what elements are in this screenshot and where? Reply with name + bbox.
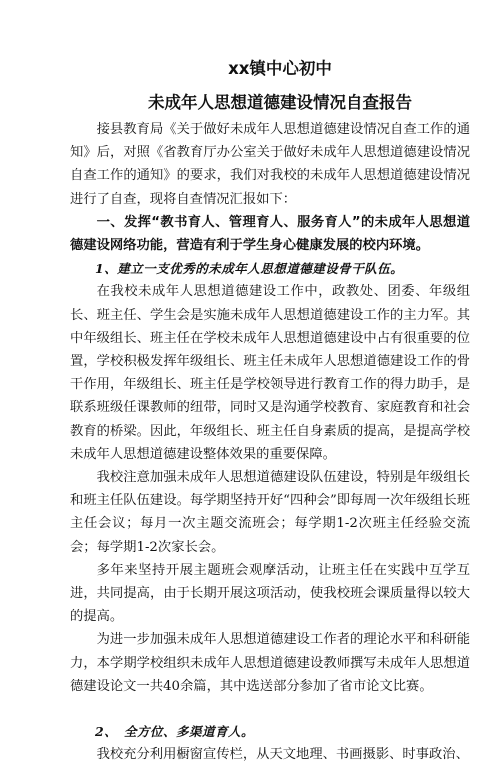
section-1-heading: 一、发挥“教书育人、管理育人、服务育人”的未成年人思想道德建设网络功能，营造有利于学生身心健康发展的校内环境。	[70, 214, 470, 254]
subsection-1-heading: 1、建立一支优秀的未成年人思想道德建设骨干队伍。	[95, 261, 404, 277]
paragraph-team-building: 我校注意加强未成年人思想道德建设队伍建设，特别是年级组长和班主任队伍建设。每学期坚持开好“四种会”即每周一次年级组长班主任会议；每月一次主题交流班会；每学期1-2次班主任经验交流会；每学期1-2次家长会。	[70, 470, 470, 555]
intro-paragraph: 接县教育局《关于做好未成年人思想道德建设情况自查工作的通知》后，对照《省教育厅办公室关于做好未成年人思想道德建设情况自查工作的通知》的要求，我们对我校的未成年人思想道德建设情况进行了自查，现将自查情况汇报如下：	[70, 122, 470, 207]
subsection-2-heading: 2、 全方位、多渠道育人。	[95, 724, 254, 740]
paragraph-channels: 我校充分利用橱窗宣传栏，从天文地理、书画摄影、时事政治、	[96, 747, 469, 763]
spacer	[70, 698, 470, 718]
paragraph-research: 为进一步加强未成年人思想道德建设工作者的理论水平和科研能力，本学期学校组织未成年人思想道德建设教师撰写未成年人思想道德建设论文一共40余篇，其中选送部分参加了省市论文比赛。	[70, 632, 470, 694]
report-title: 未成年人思想道德建设情况自查报告	[148, 93, 412, 112]
paragraph-team-role: 在我校未成年人思想道德建设工作中，政教处、团委、年级组长、班主任、学生会是实施未成年人思想道德建设工作的主力军。其中年级组长、班主任在学校未成年人思想道德建设中占有很重要的位置，学校积极发挥年级组长、班主任未成年人思想道德建设工作的骨干作用，年级组长、班主任是学校领导进行教育工作的得力助手，是联系班级任课教师的纽带，同时又是沟通学校教育、家庭教育和社会教育的桥梁。因此，年级组长、班主任自身素质的提高，是提高学校未成年人思想道德建设整体效果的重要保障。	[70, 284, 470, 462]
paragraph-class-meetings: 多年来坚持开展主题班会观摩活动，让班主任在实践中互学互进，共同提高，由于长期开展这项活动，使我校班会课质量得以较大的提高。	[70, 562, 470, 625]
school-name: xx镇中心初中	[228, 59, 332, 78]
